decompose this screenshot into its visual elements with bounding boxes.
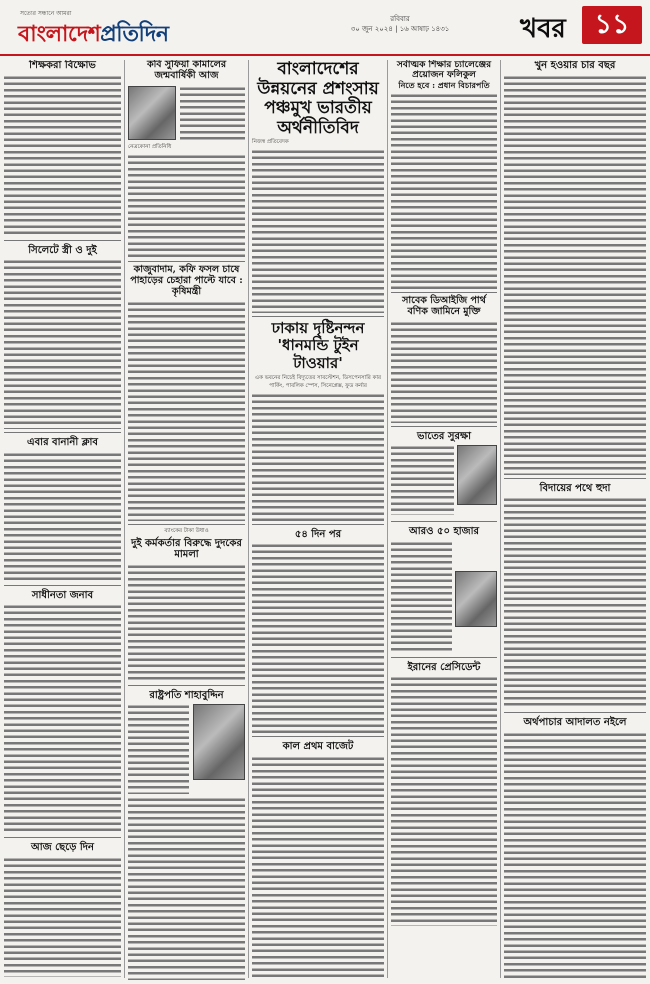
- column-2: [128, 60, 245, 980]
- column-1: [4, 60, 121, 980]
- news-photo: [193, 704, 245, 780]
- divider: [128, 261, 245, 262]
- headline: সিলেটে স্ত্রী ও দুই: [28, 244, 97, 256]
- headline: ঢাকায় দৃষ্টিনন্দন 'ধানমন্ডি টুইন টাওয়ার': [271, 319, 365, 372]
- dateline: [300, 14, 500, 34]
- headline: ভাতের সুরক্ষা: [417, 430, 471, 442]
- headline: সাধীনতা জনাব: [31, 589, 94, 601]
- headline: কাজুবাদাম, কফি ফসল চাষে পাহাড়ের চেহারা পাল্টে যাবে : কৃষিমন্ত্রী: [130, 263, 243, 297]
- article-body: [252, 149, 384, 313]
- story-with-photo: [391, 445, 497, 518]
- article-body: [4, 259, 121, 429]
- headline: এবার বানানী ক্লাব: [27, 437, 98, 448]
- column-3: [252, 60, 384, 980]
- article-body: [391, 321, 497, 423]
- article-body: [128, 704, 189, 794]
- headline: দুই কর্মকর্তার বিরুদ্ধে দুদকের মামলা: [131, 537, 242, 561]
- kicker: ব্যাংকের টাকা উধাও: [164, 527, 209, 534]
- column-5: [504, 60, 646, 980]
- kicker: এক ভবনের নিচেই বিদ্যুতের সাবস্টেশন, ডিসপেনসারি কার পার্কিং, পাবলিক স্পেস, সিনেপ্লেক্স, ফুড কর্নার: [254, 374, 382, 389]
- article-body: [391, 445, 454, 515]
- news-photo: [457, 445, 497, 505]
- article-body: [252, 543, 384, 733]
- section-title: খবর: [520, 14, 566, 44]
- column-rule: [248, 60, 249, 978]
- article-body: [504, 497, 646, 709]
- headline: খুন হওয়ার চার বছর: [534, 60, 616, 71]
- article-body: [4, 604, 121, 834]
- divider: [391, 657, 497, 658]
- divider: [391, 426, 497, 427]
- headline: ইরানের প্রেসিডেন্ট: [407, 661, 481, 673]
- logo-tagline: সত্যের সন্ধানে আমরা: [20, 10, 72, 17]
- byline: নেত্রকোনা প্রতিনিধি: [128, 143, 172, 150]
- divider: [252, 736, 384, 737]
- subheadline: নিতে হবে : প্রধান বিচারপতি: [398, 79, 490, 90]
- article-body: [128, 301, 245, 521]
- article-body: [391, 676, 497, 926]
- divider: [128, 685, 245, 686]
- news-photo: [455, 571, 497, 627]
- logo-word-1: বাংলাদেশ: [18, 21, 101, 47]
- article-body: [4, 857, 121, 977]
- divider: [4, 585, 121, 586]
- page-header: [0, 0, 650, 56]
- newspaper-logo: [18, 17, 169, 54]
- headline: আজ ছেড়ে দিন: [31, 842, 94, 853]
- story-with-photo: [128, 86, 245, 143]
- article-body: [252, 393, 384, 521]
- divider: [4, 837, 121, 838]
- headline: রাষ্ট্রপতি শাহাবুদ্দিন: [149, 689, 224, 701]
- divider: [391, 521, 497, 522]
- article-body: [128, 564, 245, 682]
- divider: [391, 292, 497, 293]
- article-body: [391, 541, 452, 651]
- story-with-photo: [391, 541, 497, 654]
- column-4: [391, 60, 497, 980]
- article-body: [504, 75, 646, 475]
- logo-word-2: প্রতিদিন: [100, 21, 169, 47]
- lead-headline: বাংলাদেশের উন্নয়নের প্রশংসায় পঞ্চমুখ ভারতীয় অর্থনীতিবিদ: [257, 60, 379, 138]
- column-rule: [500, 60, 501, 978]
- divider: [504, 712, 646, 713]
- article-body: [4, 452, 121, 582]
- story-with-photo: [128, 704, 245, 797]
- portrait-photo: [128, 86, 176, 140]
- divider: [4, 240, 121, 241]
- column-rule: [124, 60, 125, 978]
- headline: সাবেক ডিআইজি পার্থ বণিক জামিনে মুক্তি: [402, 294, 486, 317]
- day-label: রবিবার: [390, 15, 410, 23]
- byline: নিজস্ব প্রতিবেদক: [252, 139, 289, 146]
- article-body: [180, 86, 245, 140]
- headline: বিদায়ের পথে হুদা: [539, 482, 611, 494]
- date-label: ৩০ জুন ২০২৪ | ১৬ আষাঢ় ১৪৩১: [350, 25, 450, 33]
- column-rule: [387, 60, 388, 978]
- article-body: [128, 797, 245, 980]
- divider: [4, 432, 121, 433]
- article-body: [4, 75, 121, 237]
- divider: [128, 524, 245, 525]
- article-body: [504, 732, 646, 981]
- article-body: [391, 93, 497, 289]
- divider: [252, 524, 384, 525]
- headline: আরও ৫০ হাজার: [409, 526, 479, 538]
- page-number: ১১: [582, 6, 642, 44]
- headline: ৫৪ দিন পর: [294, 528, 342, 540]
- headline: শিক্ষকরা বিক্ষোভ: [29, 60, 96, 71]
- divider: [252, 316, 384, 317]
- article-body: [128, 154, 245, 258]
- headline: অর্থপাচার আদালত নইলে: [523, 717, 627, 728]
- headline: কবি সুফিয়া কামালের জন্মবার্ষিকী আজ: [146, 60, 227, 81]
- headline: সর্বাত্মক শিক্ষার চ্যালেঞ্জের প্রয়োজন ফলিকুল: [396, 60, 492, 81]
- divider: [504, 478, 646, 479]
- headline: কাল প্রথম বাজেট: [282, 741, 354, 753]
- article-body: [252, 756, 384, 980]
